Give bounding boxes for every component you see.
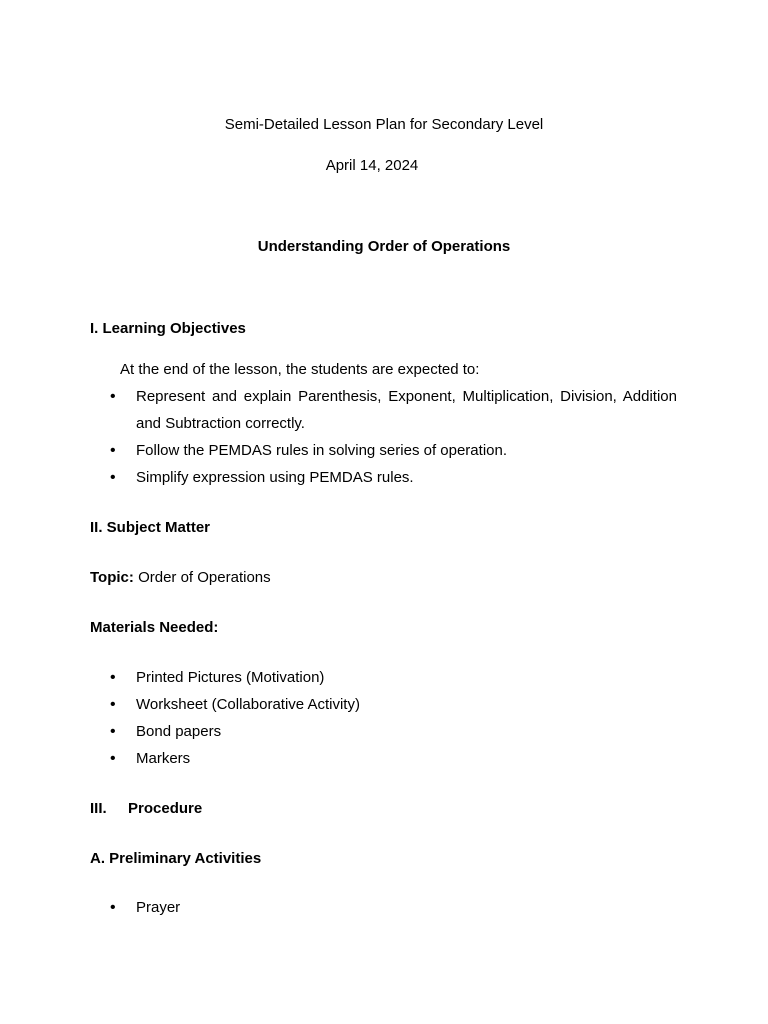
procedure-heading: Procedure [128, 800, 203, 817]
bullet-icon: • [110, 696, 116, 713]
objectives-heading: I. Learning Objectives [90, 320, 246, 337]
list-item: Prayer [136, 899, 181, 916]
topic-line [90, 569, 271, 587]
bullet-icon: • [110, 388, 116, 405]
subject-matter-heading: II. Subject Matter [90, 519, 211, 536]
materials-heading: Materials Needed: [90, 619, 219, 636]
list-item: Printed Pictures (Motivation) [136, 669, 325, 686]
list-item: Worksheet (Collaborative Activity) [136, 696, 360, 713]
bullet-icon: • [110, 469, 116, 486]
list-item: Bond papers [136, 723, 222, 740]
topic-value: Order of Operations [138, 569, 271, 586]
bullet-icon: • [110, 899, 116, 916]
list-item: Follow the PEMDAS rules in solving series of operation. [136, 442, 508, 459]
document-date: April 14, 2024 [325, 157, 419, 174]
procedure-number: III. [90, 800, 107, 817]
list-item: Represent and explain Parenthesis, Exponent, Multiplication, Division, Addition and Subtraction correctly. [136, 388, 677, 432]
preliminary-activities-heading: A. Preliminary Activities [90, 850, 262, 867]
document-title: Semi-Detailed Lesson Plan for Secondary Level [224, 116, 544, 133]
bullet-icon: • [110, 669, 116, 686]
topic-label: Topic: [90, 569, 134, 586]
list-item: Markers [136, 750, 191, 767]
list-item: Simplify expression using PEMDAS rules. [136, 469, 414, 486]
bullet-icon: • [110, 723, 116, 740]
bullet-icon: • [110, 750, 116, 767]
objectives-intro: At the end of the lesson, the students are expected to: [120, 361, 480, 378]
bullet-icon: • [110, 442, 116, 459]
lesson-title: Understanding Order of Operations [257, 238, 511, 255]
